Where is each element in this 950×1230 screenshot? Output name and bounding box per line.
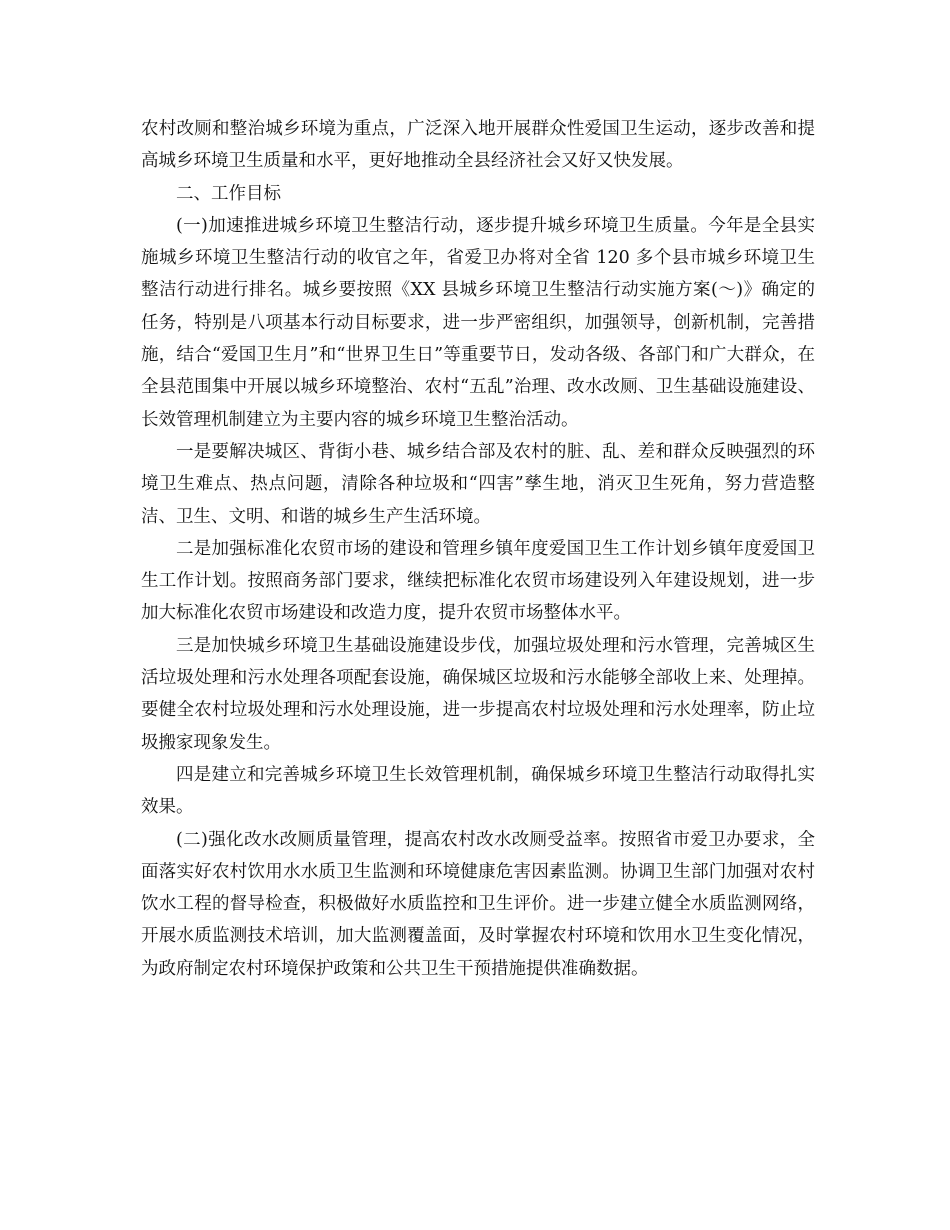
document-body xyxy=(141,113,815,985)
paragraph-goal-2: (二)强化改水改厕质量管理，提高农村改水改厕受益率。按照省市爱卫办要求，全面落实好农村饮用水水质卫生监测和环境健康危害因素监测。协调卫生部门加强对农村饮水工程的督导检查，积极做好水质监控和卫生评价。进一步建立健全水质监测网络，开展水质监测技术培训，加大监测覆盖面，及时掌握农村环境和饮用水卫生变化情况，为政府制定农村环境保护政策和公共卫生干预措施提供准确数据。 xyxy=(141,829,815,979)
paragraph-item-4: 四是建立和完善城乡环境卫生长效管理机制，确保城乡环境卫生整洁行动取得扎实效果。 xyxy=(141,764,815,818)
paragraph-item-1: 一是要解决城区、背街小巷、城乡结合部及农村的脏、乱、差和群众反映强烈的环境卫生难点、热点问题，清除各种垃圾和“四害”孳生地，消灭卫生死角，努力营造整洁、卫生、文明、和谐的城乡生产生活环境。 xyxy=(141,441,815,527)
paragraph-item-2: 二是加强标准化农贸市场的建设和管理乡镇年度爱国卫生工作计划乡镇年度爱国卫生工作计划。按照商务部门要求，继续把标准化农贸市场建设列入年建设规划，进一步加大标准化农贸市场建设和改造力度，提升农贸市场整体水平。 xyxy=(141,538,815,624)
paragraph-item-3: 三是加快城乡环境卫生基础设施建设步伐，加强垃圾处理和污水管理，完善城区生活垃圾处理和污水处理各项配套设施，确保城区垃圾和污水能够全部收上来、处理掉。要健全农村垃圾处理和污水处理设施，进一步提高农村垃圾处理和污水处理率，防止垃圾搬家现象发生。 xyxy=(141,635,815,753)
section-heading-work-goals: 二、工作目标 xyxy=(176,183,281,204)
paragraph-goal-1: (一)加速推进城乡环境卫生整洁行动，逐步提升城乡环境卫生质量。今年是全县实施城乡环境卫生整洁行动的收官之年，省爱卫办将对全省 120 多个县市城乡环境卫生整洁行动进行排名。城乡要按照《XX 县城乡环境卫生整洁行动实施方案(～)》确定的任务，特别是八项基本行动目标要求，进一步严密组织，加强领导，创新机制，完善措施，结合“爱国卫生月”和“世界卫生日”等重要节日，发动各级、各部门和广大群众，在全县范围集中开展以城乡环境整治、农村“五乱”治理、改水改厕、卫生基础设施建设、长效管理机制建立为主要内容的城乡环境卫生整治活动。 xyxy=(141,215,815,430)
paragraph-continued: 农村改厕和整治城乡环境为重点，广泛深入地开展群众性爱国卫生运动，逐步改善和提高城乡环境卫生质量和水平，更好地推动全县经济社会又好又快发展。 xyxy=(141,119,815,172)
